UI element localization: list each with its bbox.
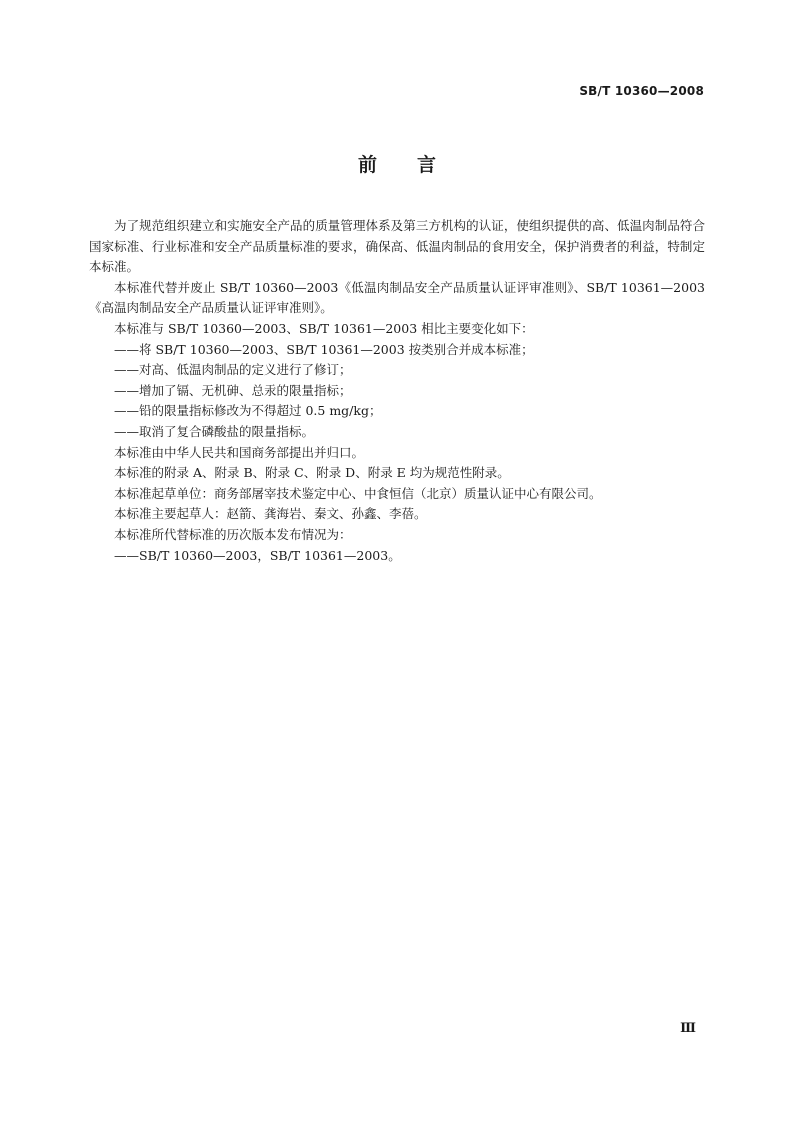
foreword-body [89,216,705,566]
change-item: ——取消了复合磷酸盐的限量指标。 [114,423,315,439]
paragraph-proposer: 本标准由中华人民共和国商务部提出并归口。 [114,444,365,460]
standard-code: SB/T 10360—2008 [579,84,704,98]
page-number: Ⅲ [680,1021,696,1036]
paragraph-drafting-units: 本标准起草单位：商务部屠宰技术鉴定中心、中食恒信（北京）质量认证中心有限公司。 [114,485,602,501]
change-item: ——增加了镉、无机砷、总汞的限量指标； [114,382,352,398]
history-item: ——SB/T 10360—2003，SB/T 10361—2003。 [114,547,401,563]
page-title: 前言 [357,154,476,176]
paragraph-annexes: 本标准的附录 A、附录 B、附录 C、附录 D、附录 E 均为规范性附录。 [114,465,510,481]
change-item: ——铅的限量指标修改为不得超过 0.5 mg/kg； [114,403,382,419]
paragraph-replaces: 本标准代替并废止 SB/T 10360—2003《低温肉制品安全产品质量认证评审准则》、SB/T 10361—2003《高温肉制品安全产品质量认证评审准则》。 [89,279,705,316]
paragraph-changes-intro: 本标准与 SB/T 10360—2003、SB/T 10361—2003 相比主要变化如下： [114,320,534,336]
paragraph-history-intro: 本标准所代替标准的历次版本发布情况为： [114,526,352,542]
change-item: ——将 SB/T 10360—2003、SB/T 10361—2003 按类别合并成本标准； [114,341,534,357]
paragraph-purpose: 为了规范组织建立和实施安全产品的质量管理体系及第三方机构的认证，使组织提供的高、低温肉制品符合国家标准、行业标准和安全产品质量标准的要求，确保高、低温肉制品的食用安全，保护消费者的利益，特制定本标准。 [89,218,705,275]
change-item: ——对高、低温肉制品的定义进行了修订； [114,362,352,378]
paragraph-drafters: 本标准主要起草人：赵箭、龚海岩、秦文、孙鑫、李蓓。 [114,506,427,522]
